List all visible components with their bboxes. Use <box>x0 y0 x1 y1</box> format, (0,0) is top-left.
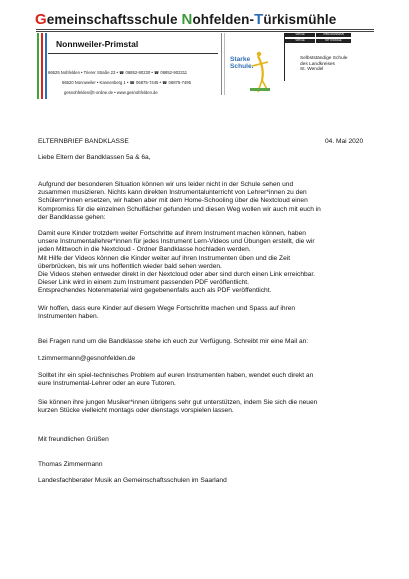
letter-subject: ELTERNBRIEF BANDKLASSE <box>38 138 129 145</box>
title-rule <box>36 29 374 30</box>
accent-stripe-blue <box>45 33 47 99</box>
school-title-initial-t: T <box>254 11 264 28</box>
signature-title: Landesfachberater Musik an Gemeinschaftsschulen im Saarland <box>38 477 227 484</box>
figure-icon <box>228 50 273 94</box>
paragraph-line: Solltet ihr ein spiel-technisches Problem auf euren Instrumenten haben, wendet euch direkt an <box>38 372 314 379</box>
contact-line-2: 66620 Nonnweiler • Kannenberg 1 • ☎ 06875-7445 • ☎ 06875-7495 <box>62 80 191 85</box>
paragraph-line: Wir hoffen, dass eure Kinder auf diesem Wege Fortschritte machen und Spass auf ihren <box>38 305 296 312</box>
school-subtitle <box>300 56 347 73</box>
school-title-initial-n: N <box>181 11 193 28</box>
school-subtitle-line-3: St. Wendel <box>300 67 324 73</box>
divider <box>221 33 222 95</box>
letter-date: 04. Mai 2020 <box>325 138 364 145</box>
paragraph-line: zusammen musizieren. Nichts kann direkten Instrumentalunterricht von Lehrer*innen zu den <box>38 189 307 197</box>
contact-line-3: gesnohfelden@t-online.de • www.gesnohfelden.de <box>64 90 158 95</box>
badge-ohne-rassismus: OHNE RASSISMUS <box>316 33 351 37</box>
paragraph-line: Entsprechendes Notenmaterial wird gegebenenfalls auch als PDF veröffentlicht. <box>38 287 272 295</box>
school-title-part2: ohfelden- <box>192 12 255 27</box>
title-rule <box>36 31 374 32</box>
paragraph-line: eure Instrumental-Lehrer oder an eure Tutoren. <box>38 380 176 388</box>
accent-stripe-green <box>37 33 39 99</box>
paragraph-line: Mit Hilfe der Videos können die Kinder weiter auf ihren Instrumenten üben und die Zeit <box>38 254 291 262</box>
paragraph-line: Die Videos stehen entweder direkt in der Nextcloud oder aber sind durch einen Link erreichbar. <box>38 271 315 279</box>
divider <box>224 33 225 95</box>
contact-line-1: 66625 Nohfelden • Trierer Straße 23 • ☎ 06852-90230 • ☎ 06852-902311 <box>48 70 188 75</box>
paragraph-line: unsere Instrumentallehrer*innen für jedes Instrument Lern-Videos und Übungen erstellt, die wir <box>38 238 315 246</box>
campus-rule <box>48 53 218 54</box>
school-title-part1: emeinschaftsschule <box>46 12 182 27</box>
logo-text-line-1: Starke <box>230 56 251 63</box>
letter-closing: Mit freundlichen Grüßen <box>38 436 109 443</box>
paragraph-line: Schülern*innen ersetzen, wir haben aber mit dem Home-Schooling über die Nextcloud einen <box>38 197 308 205</box>
paragraph-2 <box>38 230 315 296</box>
paragraph-line: überbrücken, bis wir uns hoffentlich wieder bald sehen werden. <box>38 262 222 270</box>
paragraph-line: der Bandklasse gehen: <box>38 213 106 221</box>
paragraph-line: Aufgrund der besonderen Situation können wir uns leider nicht in der Schule sehen und <box>38 181 294 188</box>
campus-name: Nonnweiler-Primstal <box>56 39 139 49</box>
badge-mit-courage: MIT COURAGE <box>316 39 351 43</box>
paragraph-line: Damit eure Kinder trotzdem weiter Fortschritte auf ihrem Instrument machen können, haben <box>38 230 306 237</box>
badge-schule: SCHULE <box>285 33 315 37</box>
paragraph-line: kurzen Stücke vielleicht montags oder dienstags vorspielen lassen. <box>38 407 234 415</box>
paragraph-line: Dieser Link wird in einem zum Instrument passenden PDF veröffentlicht. <box>38 279 249 287</box>
paragraph-5 <box>38 372 313 388</box>
paragraph-1 <box>38 181 321 222</box>
paragraph-line: Sie können ihre jungen Musiker*innen übrigens sehr gut unterstützen, indem Sie sich die neuen <box>38 399 318 406</box>
paragraph-line: Instrumenten haben. <box>38 313 99 321</box>
paragraph-6 <box>38 399 317 415</box>
paragraph-line: Kompromiss für die einzelnen Schulfächer gefunden und diesen Weg wollen wir auch mit euch in <box>38 205 321 213</box>
badge-schule: SCHULE <box>285 39 315 43</box>
accent-stripe-red <box>41 33 43 99</box>
school-subtitle-line-1: Selbstständige Schule <box>300 56 348 61</box>
school-title-part3: ürkismühle <box>263 12 337 27</box>
signature-name: Thomas Zimmermann <box>38 461 103 468</box>
paragraph-line: jeden Mittwoch in die Nextcloud - Ordner Bandklasse hochladen werden. <box>38 246 251 254</box>
school-title <box>35 11 375 28</box>
school-title-initial-g: G <box>35 11 47 28</box>
letter-greeting: Liebe Eltern der Bandklassen 5a & 6a, <box>38 154 151 161</box>
paragraph-4: Bei Fragen rund um die Bandklasse stehe ich euch zur Verfügung. Schreibt mir eine Mail an: <box>38 338 309 345</box>
logo-text-line-2: Schule. <box>230 63 254 70</box>
contact-email: t.zimmermann@gesnohfelden.de <box>38 355 136 362</box>
school-subtitle-line-2: des Landkreises <box>300 61 335 67</box>
starke-schule-logo <box>228 50 273 94</box>
paragraph-3 <box>38 305 295 321</box>
